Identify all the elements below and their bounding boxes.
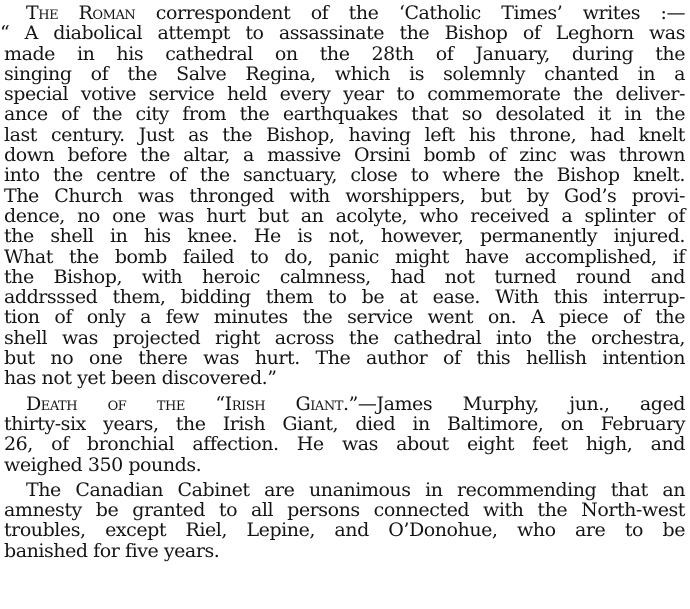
text-line: “ A diabolical attempt to assassinate the Bishop of Leghorn was xyxy=(0,22,685,45)
text-line: tion of only a few minutes the service went on. A piece of the xyxy=(4,306,685,329)
text-line: addrsssed them, bidding them to be at ease. With this interrup- xyxy=(4,286,685,309)
line-text: —James Murphy, jun., aged xyxy=(357,392,686,415)
paragraph-lead: The Roman xyxy=(26,2,136,24)
text-line: weighed 350 pounds. xyxy=(4,453,202,476)
text-line: the shell in his knee. He is not, however, permanently injured. xyxy=(4,225,685,248)
text-line: shell was projected right across the cathedral into the orchestra, xyxy=(4,326,685,349)
text-line: special votive service held every year to commemorate the deliver- xyxy=(4,83,685,106)
text-line: last century. Just as the Bishop, having left his throne, had knelt xyxy=(4,123,685,146)
text-line: banished for five years. xyxy=(4,539,220,562)
text-line: troubles, except Riel, Lepine, and O’Donohue, who are to be xyxy=(4,519,685,542)
paragraph-canadian-cabinet xyxy=(4,480,685,561)
text-line: has not yet been discovered.” xyxy=(4,367,277,390)
paragraph-lead: Death of the “Irish Giant.” xyxy=(26,392,358,415)
text-line: thirty-six years, the Irish Giant, died in Baltimore, on February xyxy=(4,412,685,435)
text-line xyxy=(4,394,685,414)
text-line: What the bomb failed to do, panic might have accomplished, if xyxy=(4,245,685,268)
text-line: 26, of bronchial affection. He was about eight feet high, and xyxy=(4,433,685,456)
text-line: down before the altar, a massive Orsini bomb of zinc was thrown xyxy=(4,144,685,167)
line-text: correspondent of the ‘Catholic Times’ writes :— xyxy=(135,2,686,24)
text-line: ance of the city from the earthquakes that so desolated it in the xyxy=(4,103,685,126)
text-line: amnesty be granted to all persons connected with the North-west xyxy=(4,499,685,522)
text-line: into the centre of the sanctuary, close to where the Bishop knelt. xyxy=(4,164,685,187)
text-line: The Church was thronged with worshippers, but by God’s provi- xyxy=(4,184,685,207)
text-line: made in his cathedral on the 28th of January, during the xyxy=(4,42,685,65)
text-line: the Bishop, with heroic calmness, had not turned round and xyxy=(4,265,685,288)
text-line: dence, no one was hurt but an acolyte, who received a splinter of xyxy=(4,204,685,227)
text-line: singing of the Salve Regina, which is solemnly chanted in a xyxy=(4,62,685,85)
text-line: The Canadian Cabinet are unanimous in recommending that an xyxy=(26,478,685,501)
text-line xyxy=(4,3,685,23)
paragraph-irish-giant xyxy=(4,394,685,475)
paragraph-roman-correspondent xyxy=(0,2,686,390)
text-line: but no one there was hurt. The author of this hellish intention xyxy=(4,347,685,370)
